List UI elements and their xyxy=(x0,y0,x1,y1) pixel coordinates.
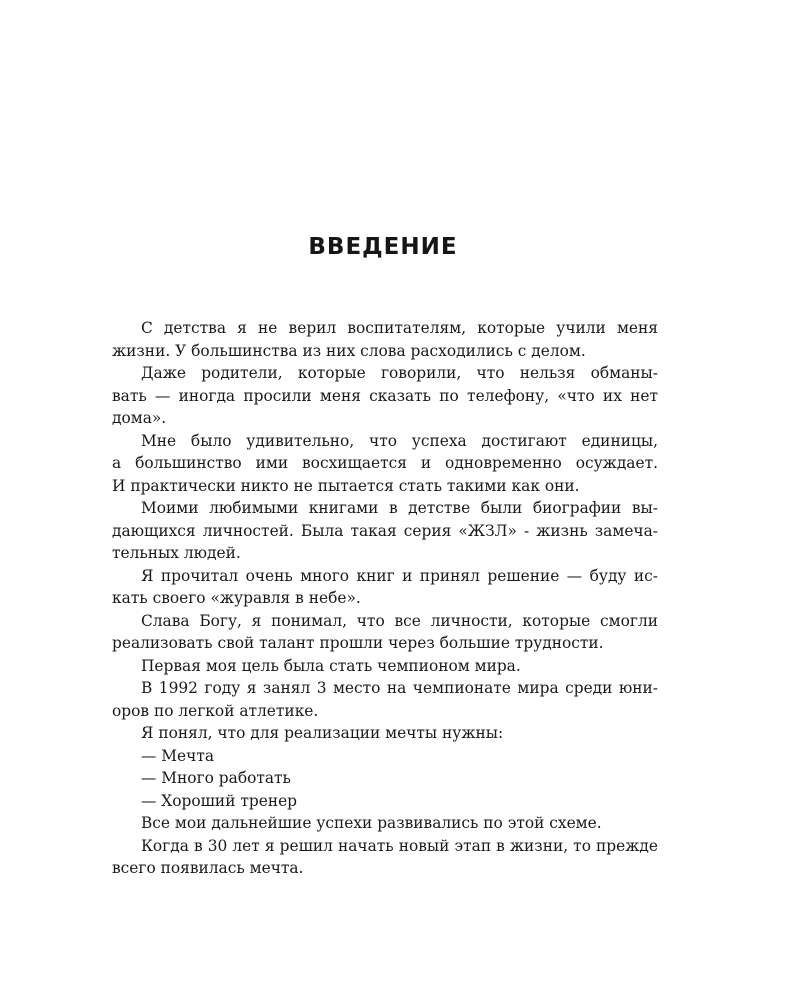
text-line: дома». xyxy=(112,409,167,427)
text-line: Первая моя цель была стать чемпионом мира. xyxy=(141,656,521,675)
text-line: Мне было удивительно, что успеха достигают единицы, xyxy=(141,431,658,450)
text-line: Слава Богу, я понимал, что все личности, которые смогли xyxy=(141,611,658,630)
text-line: Я понял, что для реализации мечты нужны: xyxy=(141,724,504,742)
text-line: тельных людей. xyxy=(112,544,241,562)
text-line: С детства я не верил воспитателям, которые учили меня xyxy=(141,319,658,337)
text-line: Все мои дальнейшие успехи развивались по этой схеме. xyxy=(141,814,602,832)
text-line: жизни. У большинства из них слова расходились с делом. xyxy=(112,341,586,360)
text-line: И практически никто не пытается стать такими как они. xyxy=(112,476,580,495)
chapter-heading: ВВЕДЕНИЕ xyxy=(308,234,458,260)
body-text xyxy=(112,317,658,880)
text-line: всего появилась мечта. xyxy=(112,859,304,877)
text-line: вать — иногда просили меня сказать по телефону, «что их нет xyxy=(112,386,658,405)
text-line: Моими любимыми книгами в детстве были биографии вы- xyxy=(141,499,658,517)
text-line: Я прочитал очень много книг и принял решение — буду ис- xyxy=(141,566,658,585)
text-line: реализовать свой талант прошли через большие трудности. xyxy=(112,634,604,652)
text-line: Даже родители, которые говорили, что нельзя обманы- xyxy=(141,364,658,382)
text-line: а большинство ими восхищается и одновременно осуждает. xyxy=(112,454,658,472)
text-line: оров по легкой атлетике. xyxy=(112,701,319,720)
list-item: — Мечта xyxy=(141,746,215,765)
list-item: — Много работать xyxy=(141,769,291,787)
list-item: — Хороший тренер xyxy=(141,791,298,810)
text-line: В 1992 году я занял 3 место на чемпионате мира среди юни- xyxy=(141,679,658,697)
text-line: Когда в 30 лет я решил начать новый этап в жизни, то прежде xyxy=(141,836,658,855)
text-line: дающихся личностей. Была такая серия «ЖЗЛ» - жизнь замеча- xyxy=(112,521,658,540)
text-line: кать своего «журавля в небе». xyxy=(112,589,361,607)
